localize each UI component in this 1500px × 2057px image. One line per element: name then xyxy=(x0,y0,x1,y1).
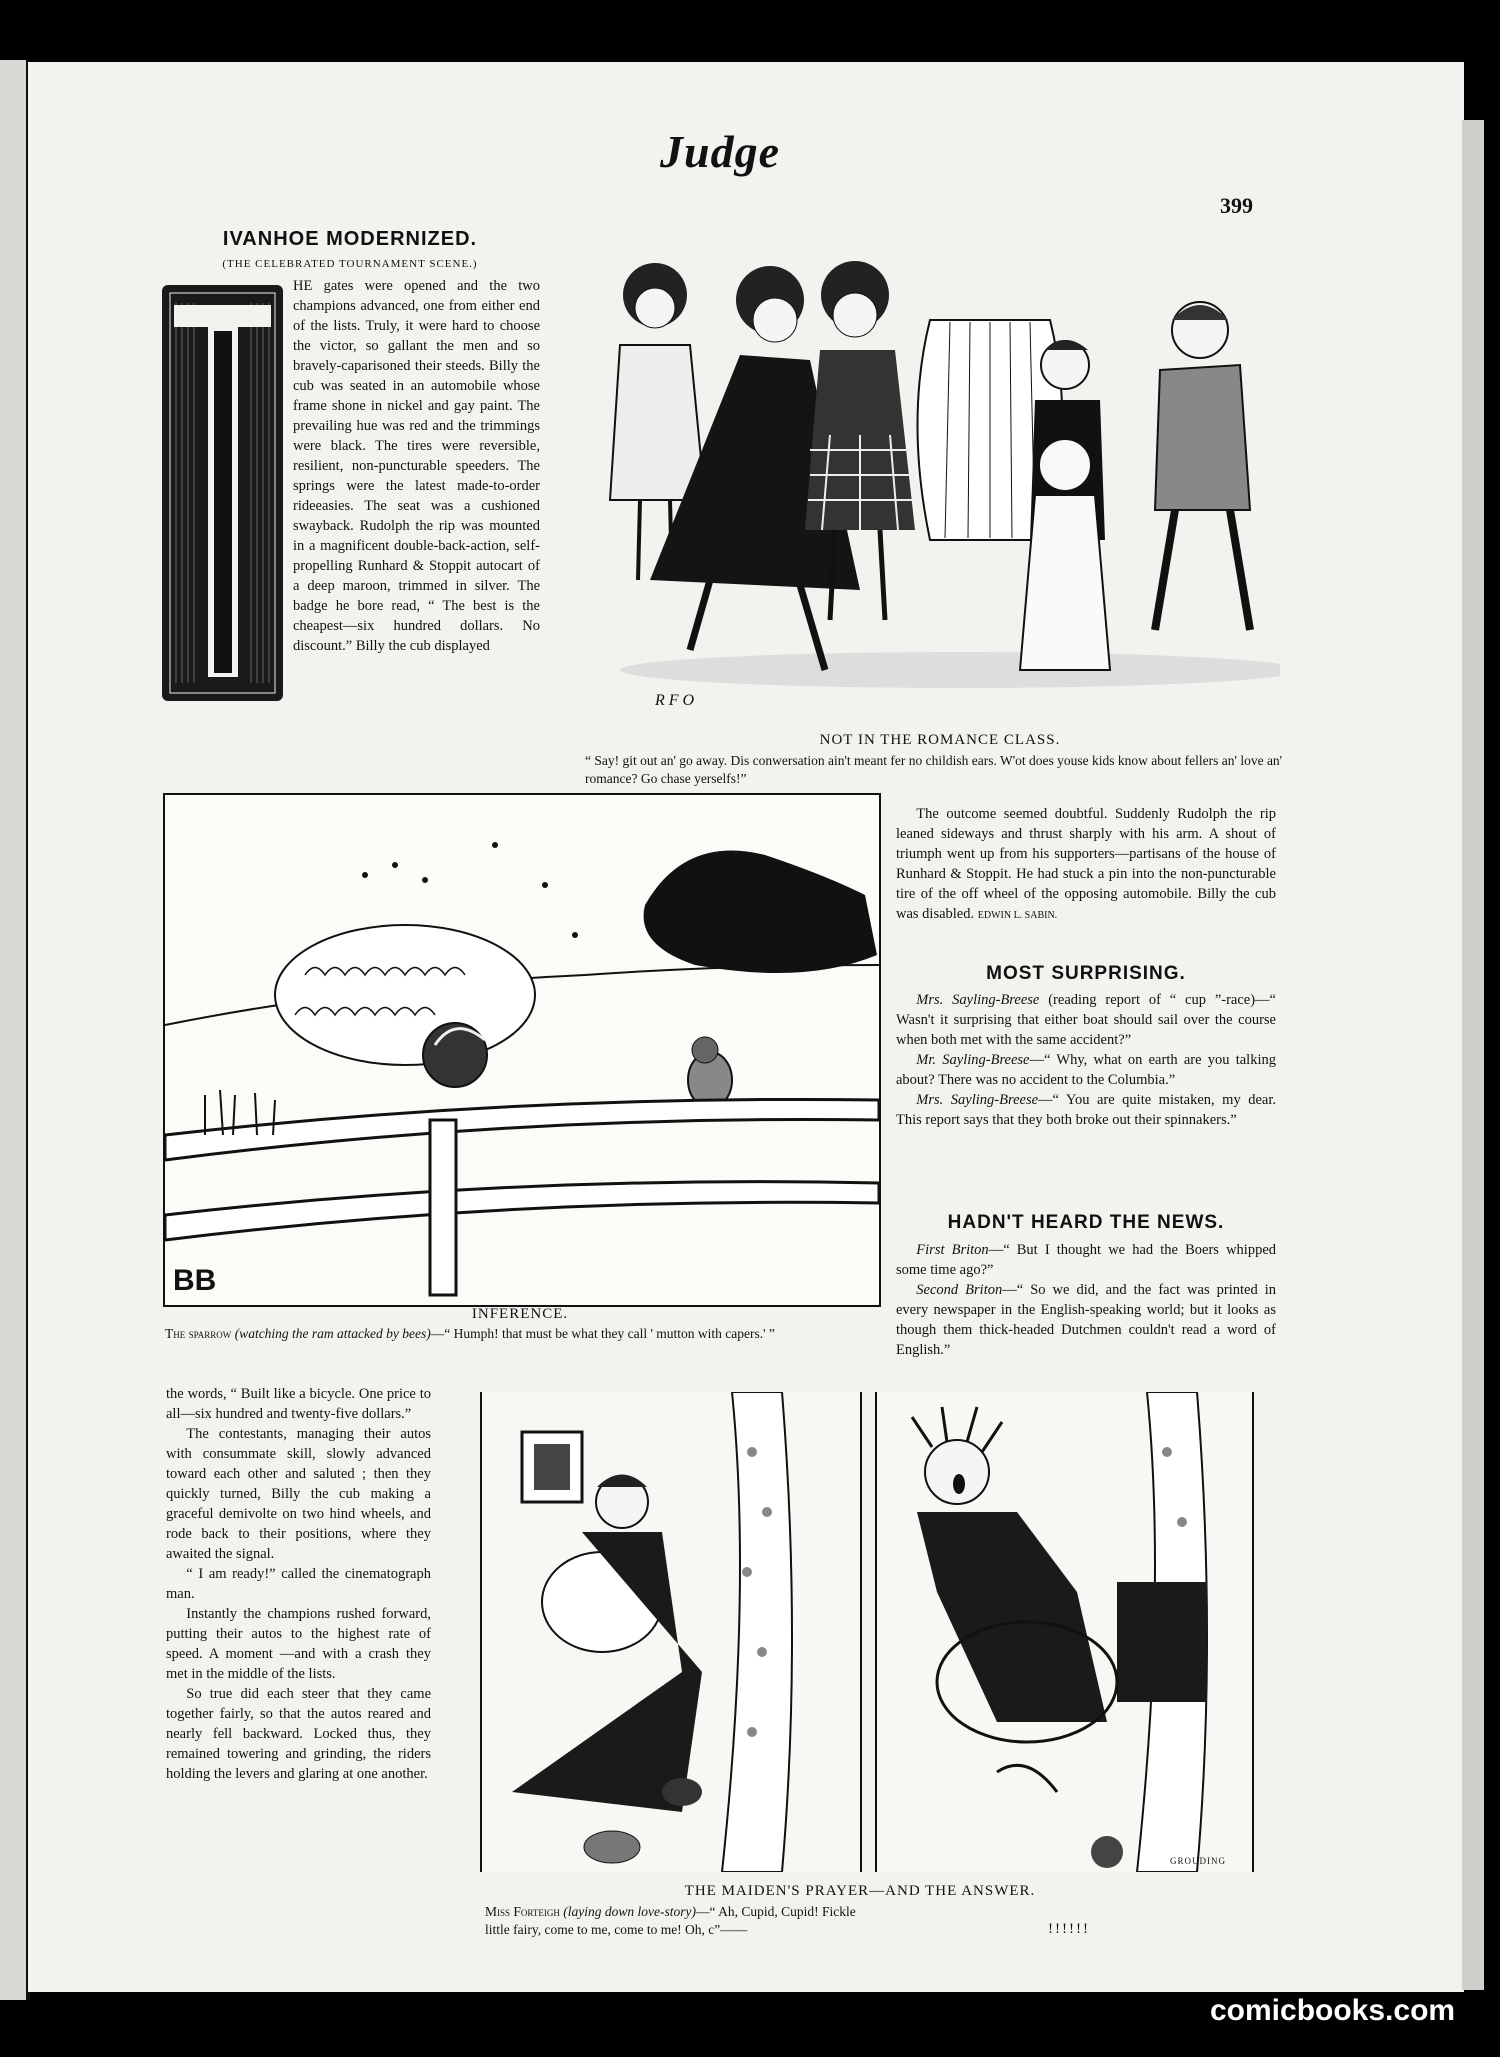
speaker: Mrs. Sayling-Breese xyxy=(916,1092,1039,1108)
speaker: Second Briton xyxy=(916,1282,1003,1298)
article-text-news xyxy=(896,1240,1276,1360)
article-text-col1 xyxy=(160,276,540,701)
magazine-title: Judge xyxy=(660,126,780,177)
cartoon-sparrow-illustration xyxy=(163,793,881,1307)
speaker: Mr. Sayling-Breese xyxy=(916,1052,1030,1068)
page-edge xyxy=(1462,120,1484,1990)
cartoon-caption-romance: “ Say! git out an' go away. Dis conwersation ain't meant fer no childish ears. W'ot does youse kids know about fellers an' love an' romance? Go chase yerselfs!” xyxy=(585,753,1283,786)
dialogue: —“ Why, what on earth are you talking about? There was no accident to the Columbia.” xyxy=(896,1052,1276,1088)
dialogue: —“ So we did, and the fact was printed in every newspaper in the English-speaking world; but it looks as though them thick-headed Dutchmen couldn't read a word of English.” xyxy=(896,1282,1276,1358)
article-subtitle: (THE CELEBRATED TOURNAMENT SCENE.) xyxy=(222,258,478,270)
caption-speaker: Miss Forteigh xyxy=(485,1904,560,1919)
cartoon-title-maiden: THE MAIDEN'S PRAYER—AND THE ANSWER. xyxy=(684,1883,1036,1899)
site-watermark: comicbooks.com xyxy=(1210,1994,1456,2027)
paragraph: “ I am ready!” called the cinematograph man. xyxy=(166,1566,431,1602)
cartoon-signature: GROUDING xyxy=(1170,1856,1226,1866)
speaker: First Briton xyxy=(916,1242,989,1258)
article-title-ivanhoe: IVANHOE MODERNIZED. xyxy=(222,228,478,250)
paragraph: The contestants, managing their autos with consummate skill, slowly advanced toward each other and saluted ; then they quickly turned, Billy the cub making a graceful demivolte on two hind wheels, and rode back to their positions, where they awaited the signal. xyxy=(166,1426,431,1562)
caption-text: —“ Ah, Cupid, Cupid! Fickle little fairy, come to me, come to me! Oh, c”—— xyxy=(485,1904,856,1937)
cartoon-caption-maiden xyxy=(485,1903,875,1938)
article-body: HE gates were opened and the two champions advanced, one from either end of the lists. Truly, it were hard to choose the victor, so gallant the men and so bravely-caparisoned their steeds. Billy the cub was seated in an automobile whose frame shone in nickel and gay paint. The prevailing hue was red and the trimmings were black. The tires were reversible, resilient, non-puncturable speeders. The springs were the latest made-to-order rideeasies. The seat was a cushioned swayback. Rudolph the rip was mounted in a magnificent double-back-action, self-propelling Runhard & Stoppit autocart of a deep maroon, trimmed in silver. The badge he bore read, “ The best is the cheapest—six hundred dollars. No discount.” Billy the cub displayed xyxy=(293,278,540,654)
article-body-continued: The outcome seemed doubtful. Suddenly Rudolph the rip leaned sideways and thrust sharply with his arm. A shout of triumph went up from his supporters—partisans of the house of Runhard & Stoppit. He had stuck a pin into the non-puncturable tire of the off wheel of the opposing automobile. Billy the cub was disabled. xyxy=(896,806,1276,922)
cartoon-signature: R F O xyxy=(655,692,695,709)
binding-spine xyxy=(0,60,30,2000)
page-number: 399 xyxy=(1220,193,1253,218)
paragraph: Instantly the champions rushed forward, putting their autos to the highest rate of speed. A moment —and with a crash they met in the middle of the lists. xyxy=(166,1606,431,1682)
cartoon-signature: BB xyxy=(173,1264,217,1297)
caption-text: —“ Humph! that must be what they call ' mutton with capers.' ” xyxy=(430,1326,775,1341)
paragraph: the words, “ Built like a bicycle. One price to all—six hundred and twenty-five dollars.” xyxy=(166,1386,431,1422)
cartoon-title-inference: INFERENCE. xyxy=(471,1306,569,1322)
paragraph: So true did each steer that they came together fairly, so that the autos reared and nearly fell backward. Locked thus, they remained towering and grinding, the riders holding the levers and glaring at one another. xyxy=(166,1686,431,1782)
dialogue: —“ But I thought we had the Boers whipped some time ago?” xyxy=(896,1242,1277,1278)
caption-speaker: The sparrow xyxy=(165,1326,232,1341)
cartoon-answer: !!!!!! xyxy=(1048,1921,1090,1937)
article-text-col2 xyxy=(166,1384,431,1784)
article-title-surprising: MOST SURPRISING. xyxy=(986,963,1186,984)
caption-stage-direction: (watching the ram attacked by bees) xyxy=(234,1326,431,1341)
dialogue: —“ You are quite mistaken, my dear. This report says that they both broke out their spinnakers.” xyxy=(896,1092,1276,1128)
cartoon-title-romance: NOT IN THE ROMANCE CLASS. xyxy=(819,732,1061,748)
article-author: EDWIN L. SABIN. xyxy=(977,910,1058,921)
caption-stage-direction: (laying down love-story) xyxy=(563,1904,696,1919)
cartoon-caption-inference xyxy=(165,1325,877,1343)
article-title-news: HADN'T HEARD THE NEWS. xyxy=(947,1212,1225,1233)
article-text-surprising xyxy=(896,990,1276,1130)
article-text-col3 xyxy=(896,804,1276,924)
cartoon-panel-prayer xyxy=(480,1392,862,1872)
cartoon-panel-answer xyxy=(875,1392,1254,1872)
cartoon-children-illustration xyxy=(560,250,1280,720)
dialogue: (reading report of “ cup ”-race)—“ Wasn't it surprising that either boat should sail over the course when both met with the same accident?” xyxy=(896,992,1276,1048)
speaker: Mrs. Sayling-Breese xyxy=(916,992,1040,1008)
